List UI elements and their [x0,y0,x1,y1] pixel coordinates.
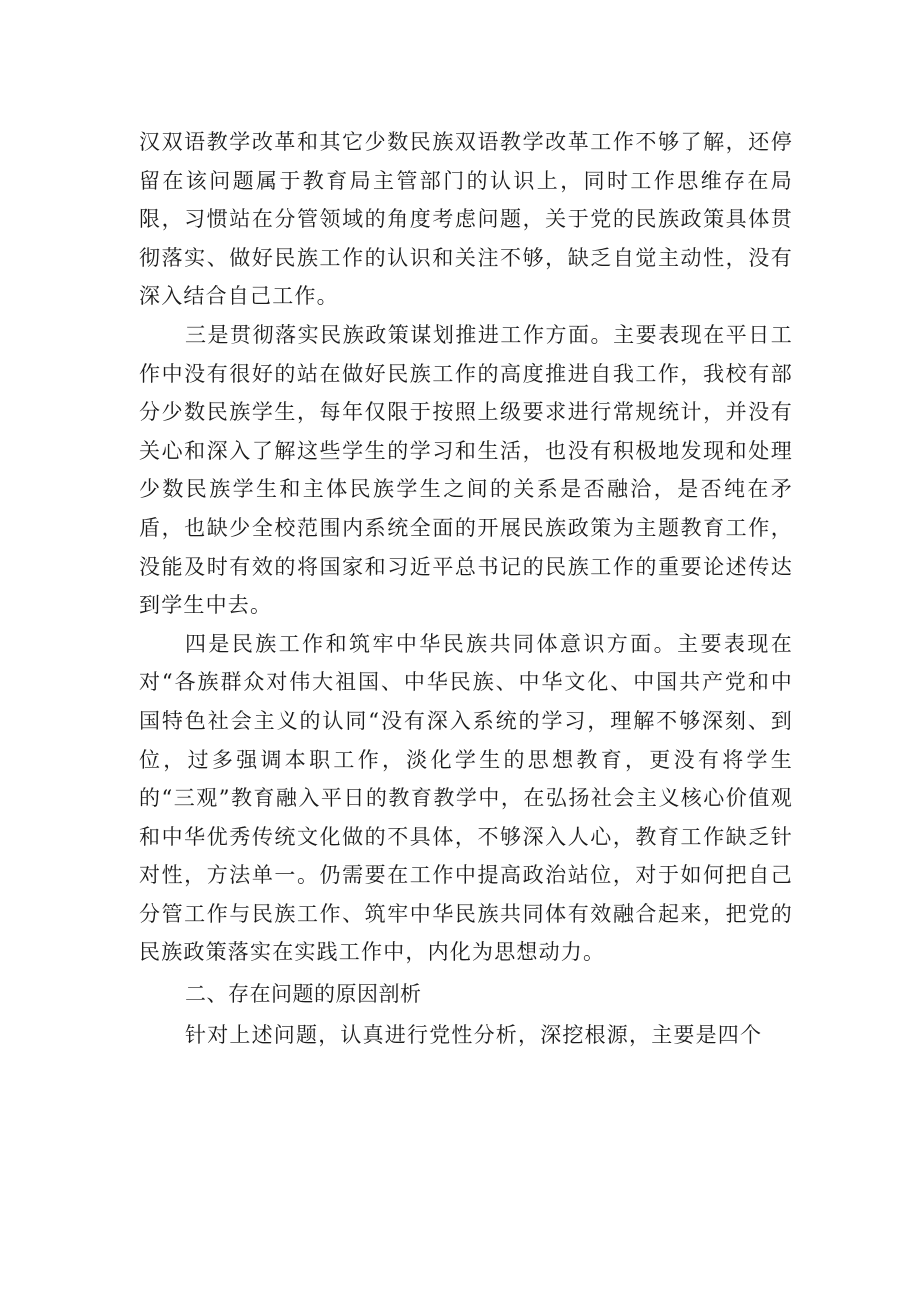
section-heading: 二、存在问题的原因剖析 [185,982,422,1007]
paragraph-four: 四是民族工作和筑牢中华民族共同体意识方面。主要表现在对“各族群众对伟大祖国、中华民族、中华文化、中国共产党和中国特色社会主义的认同“没有深入系统的学习，理解不够深刻、到位，过多强调本职工作，淡化学生的思想教育，更没有将学生的“三观”教育融入平日的教育教学中，在弘扬社会主义核心价值观和中华优秀传统文化做的不具体，不够深入人心，教育工作缺乏针对性，方法单一。仍需要在工作中提高政治站位，对于如何把自己分管工作与民族工作、筑牢中华民族共同体有效融合起来，把党的民族政策落实在实践工作中，内化为思想动力。 [139,631,793,965]
document-body [139,123,793,1055]
paragraph-three: 三是贯彻落实民族政策谋划推进工作方面。主要表现在平日工作中没有很好的站在做好民族工作的高度推进自我工作，我校有部分少数民族学生，每年仅限于按照上级要求进行常规统计，并没有关心和深入了解这些学生的学习和生活，也没有积极地发现和处理少数民族学生和主体民族学生之间的关系是否融洽，是否纯在矛盾，也缺少全校范围内系统全面的开展民族政策为主题教育工作，没能及时有效的将国家和习近平总书记的民族工作的重要论述传达到学生中去。 [139,322,793,618]
paragraph-continued: 汉双语教学改革和其它少数民族双语教学改革工作不够了解，还停留在该问题属于教育局主管部门的认识上，同时工作思维存在局限，习惯站在分管领域的角度考虑问题，关于党的民族政策具体贯彻落实、做好民族工作的认识和关注不够，缺乏自觉主动性，没有深入结合自己工作。 [139,130,793,309]
paragraph-analysis: 针对上述问题，认真进行党性分析，深挖根源，主要是四个 [185,1023,763,1048]
